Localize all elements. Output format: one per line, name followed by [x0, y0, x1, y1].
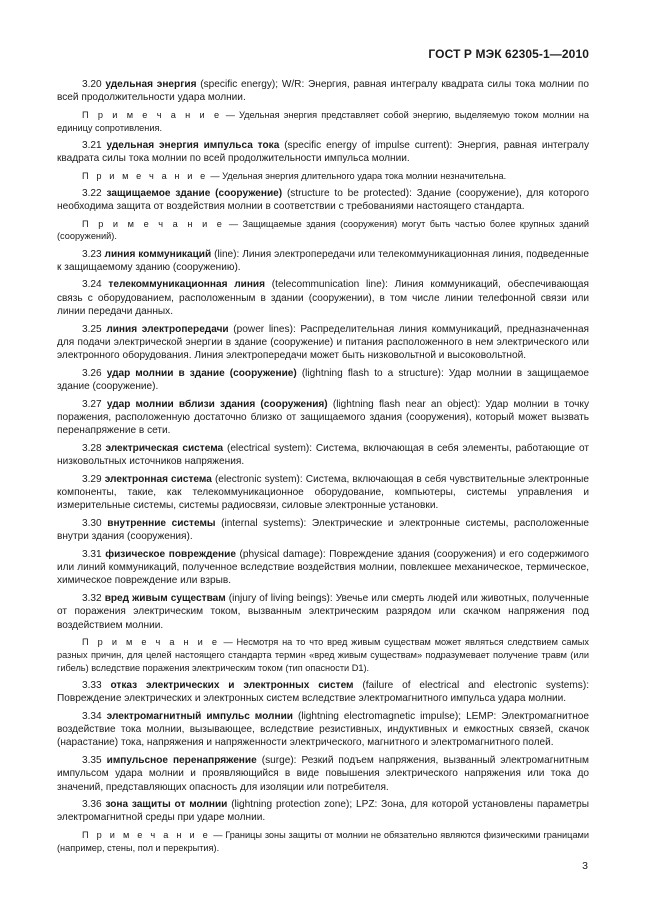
term-number: 3.30 [82, 517, 108, 529]
term-number: 3.25 [82, 323, 107, 335]
term-definition [57, 592, 589, 632]
term-text: (surge): Резкий подъем напряжения, вызванный электромагнитным импульсом удара молнии и проявляющийся в виде повышения электрического напряжения или тока до значений, представляющих опасность для изоляции или потребителя. [57, 755, 590, 793]
term-name: линия коммуникаций [104, 248, 212, 260]
term-text: (specific energy); W/R: Энергия, равная интегралу квадрата силы тока молнии по всей продолжительности удара молнии. [57, 79, 590, 104]
term-definition [57, 517, 589, 544]
term-definition [57, 473, 589, 513]
term-text: (specific energy of impulse current): Энергия, равная интегралу квадрата силы тока молнии по всей продолжительности импульса молнии. [57, 139, 589, 165]
note-text: — Несмотря на то что вред живым существам может являться следствием самых разных причин, для целей настоящего стандарта термин «вред живым существам» подразумевает получение травм (или гибель) вследствие поражения электрическим током (тип опасности D1). [57, 637, 589, 673]
term-name: электронная система [104, 473, 212, 485]
page-number: 3 [582, 860, 588, 872]
term-name: физическое повреждение [105, 548, 236, 560]
term-number: 3.31 [82, 548, 106, 560]
term-name: электромагнитный импульс молнии [106, 710, 293, 722]
term-text: (electrical system): Система, включающая в себя элементы, работающие от низковольтных источников напряжения. [57, 442, 589, 468]
term-definition [57, 398, 589, 438]
document-body [57, 78, 589, 859]
term-text: (line): Линия электропередачи или телекоммуникационная линия, подведенные к защищаемому зданию (сооружению). [57, 248, 590, 273]
term-name: импульсное перенапряжение [106, 755, 257, 766]
term-name: защищаемое здание (сооружение) [106, 187, 283, 199]
term-number: 3.35 [82, 755, 107, 766]
term-name: телекоммуникационная линия [108, 279, 266, 291]
term-definition [57, 278, 589, 318]
term-number: 3.22 [82, 187, 107, 199]
note-label: П р и м е ч а н и е [82, 637, 220, 648]
term-definition [57, 548, 589, 588]
term-number: 3.32 [82, 593, 105, 605]
note-text: — Защищаемые здания (сооружения) могут быть частью более крупных зданий (сооружений). [57, 218, 589, 242]
term-number: 3.29 [82, 473, 105, 485]
term-name: отказ электрических и электронных систем [110, 679, 354, 691]
term-text: (electronic system): Система, включающая в себя чувствительные электронные компоненты, такие, как телекоммуникационное оборудование, компьютеры, системы управления и измерительные системы, системы радиосвязи, силовые электронные установки. [57, 473, 589, 512]
term-definition [57, 679, 589, 706]
note-label: П р и м е ч а н и е [82, 830, 211, 841]
term-definition [57, 442, 589, 469]
term-definition [57, 754, 589, 794]
term-number: 3.20 [82, 79, 106, 90]
term-name: вред живым существам [104, 593, 226, 605]
document-header: ГОСТ Р МЭК 62305-1—2010 [428, 47, 589, 61]
term-number: 3.23 [82, 248, 105, 260]
note-label: П р и м е ч а н и е [82, 218, 225, 229]
term-definition [57, 323, 589, 363]
term-definition [57, 248, 589, 275]
term-name: удар молнии в здание (сооружение) [106, 367, 297, 379]
term-number: 3.28 [82, 442, 106, 454]
term-number: 3.21 [82, 139, 107, 151]
term-number: 3.33 [82, 679, 111, 691]
term-name: внутренние системы [107, 517, 216, 529]
term-name: линия электропередачи [106, 323, 229, 335]
term-definition [57, 187, 589, 214]
term-text: (lightning flash near an object): Удар молнии в точку поражения, расположенную достаточно близко от защищаемого здания (сооружения), который может вызвать перенапряжение в сети. [57, 398, 589, 437]
note [57, 636, 589, 674]
note-text: — Удельная энергия представляет собой энергию, выделяемую током молнии на единицу сопротивления. [57, 109, 589, 133]
term-number: 3.27 [82, 398, 107, 410]
term-number: 3.24 [82, 279, 109, 291]
term-definition [57, 367, 589, 394]
note [57, 829, 589, 855]
term-definition [57, 798, 589, 825]
term-number: 3.26 [82, 367, 107, 379]
term-name: удар молнии вблизи здания (сооружения) [106, 398, 328, 410]
term-text: (structure to be protected): Здание (сооружение), для которого необходима защита от воздействия молнии в соответствии с требованиями настоящего стандарта. [57, 187, 589, 213]
note-label: П р и м е ч а н и е [82, 109, 222, 120]
term-definition [57, 710, 589, 750]
term-number: 3.36 [82, 799, 106, 811]
term-name: зона защиты от молнии [105, 799, 228, 811]
term-text: (telecommunication line): Линия коммуникаций, обеспечивающая связь с оборудованием, расположенным в здании (сооружении), в том числе линии телефонной связи или линии передачи данных. [57, 279, 590, 318]
term-text: (physical damage): Повреждение здания (сооружения) и его содержимого или линий коммуникаций, полученное вследствие воздействия молнии, повлекшее механическое, термическое, химическое повреждение или взрыв. [57, 548, 590, 587]
note [57, 109, 589, 135]
term-text: (lightning protection zone); LPZ: Зона, для которой установлены параметры электромагнитной среды при ударе молнии. [57, 799, 589, 824]
term-text: (power lines): Распределительная линия коммуникаций, предназначенная для подачи электрической энергии в здание (сооружение) и питания расположенного в нем электрического или электронного оборудования. Линия электропередачи может быть низковольтной и высоковольтной. [57, 323, 590, 362]
term-text: (lightning flash to a structure): Удар молнии в защищаемое здание (сооружение). [57, 367, 589, 393]
term-definition [57, 139, 589, 166]
term-text: (injury of living beings): Увечье или смерть людей или животных, полученные от поражения электрическим током, вызванным электрическим разрядом или скачком напряжения под воздействием молнии. [57, 593, 589, 631]
term-text: (failure of electrical and electronic systems): Повреждение электрических и электронных систем вследствие электромагнитного импульса удара молнии. [57, 679, 589, 705]
term-name: удельная энергия [105, 79, 197, 90]
term-definition [57, 78, 589, 105]
note-text: — Границы зоны защиты от молнии не обязательно являются физическими границами (например, стены, пол и перекрытия). [57, 830, 590, 853]
term-name: удельная энергия импульса тока [106, 139, 280, 151]
term-number: 3.34 [82, 710, 107, 722]
term-text: (internal systems): Электрические и электронные системы, расположенные внутри здания (сооружения). [57, 517, 590, 543]
term-name: электрическая система [105, 442, 224, 454]
note [57, 170, 589, 183]
note-text: — Удельная энергия длительного удара тока молнии незначительна. [207, 170, 507, 181]
note [57, 218, 589, 244]
term-text: (lightning electromagnetic impulse); LEMP: Электромагнитное воздействие тока молнии, вызывающее, вследствие резистивных, индуктивных и емкостных связей, скачок (нарастание) тока, напряжения и напряженности электрического, магнитного и электромагнитного полей. [57, 710, 590, 749]
note-label: П р и м е ч а н и е [82, 170, 208, 181]
